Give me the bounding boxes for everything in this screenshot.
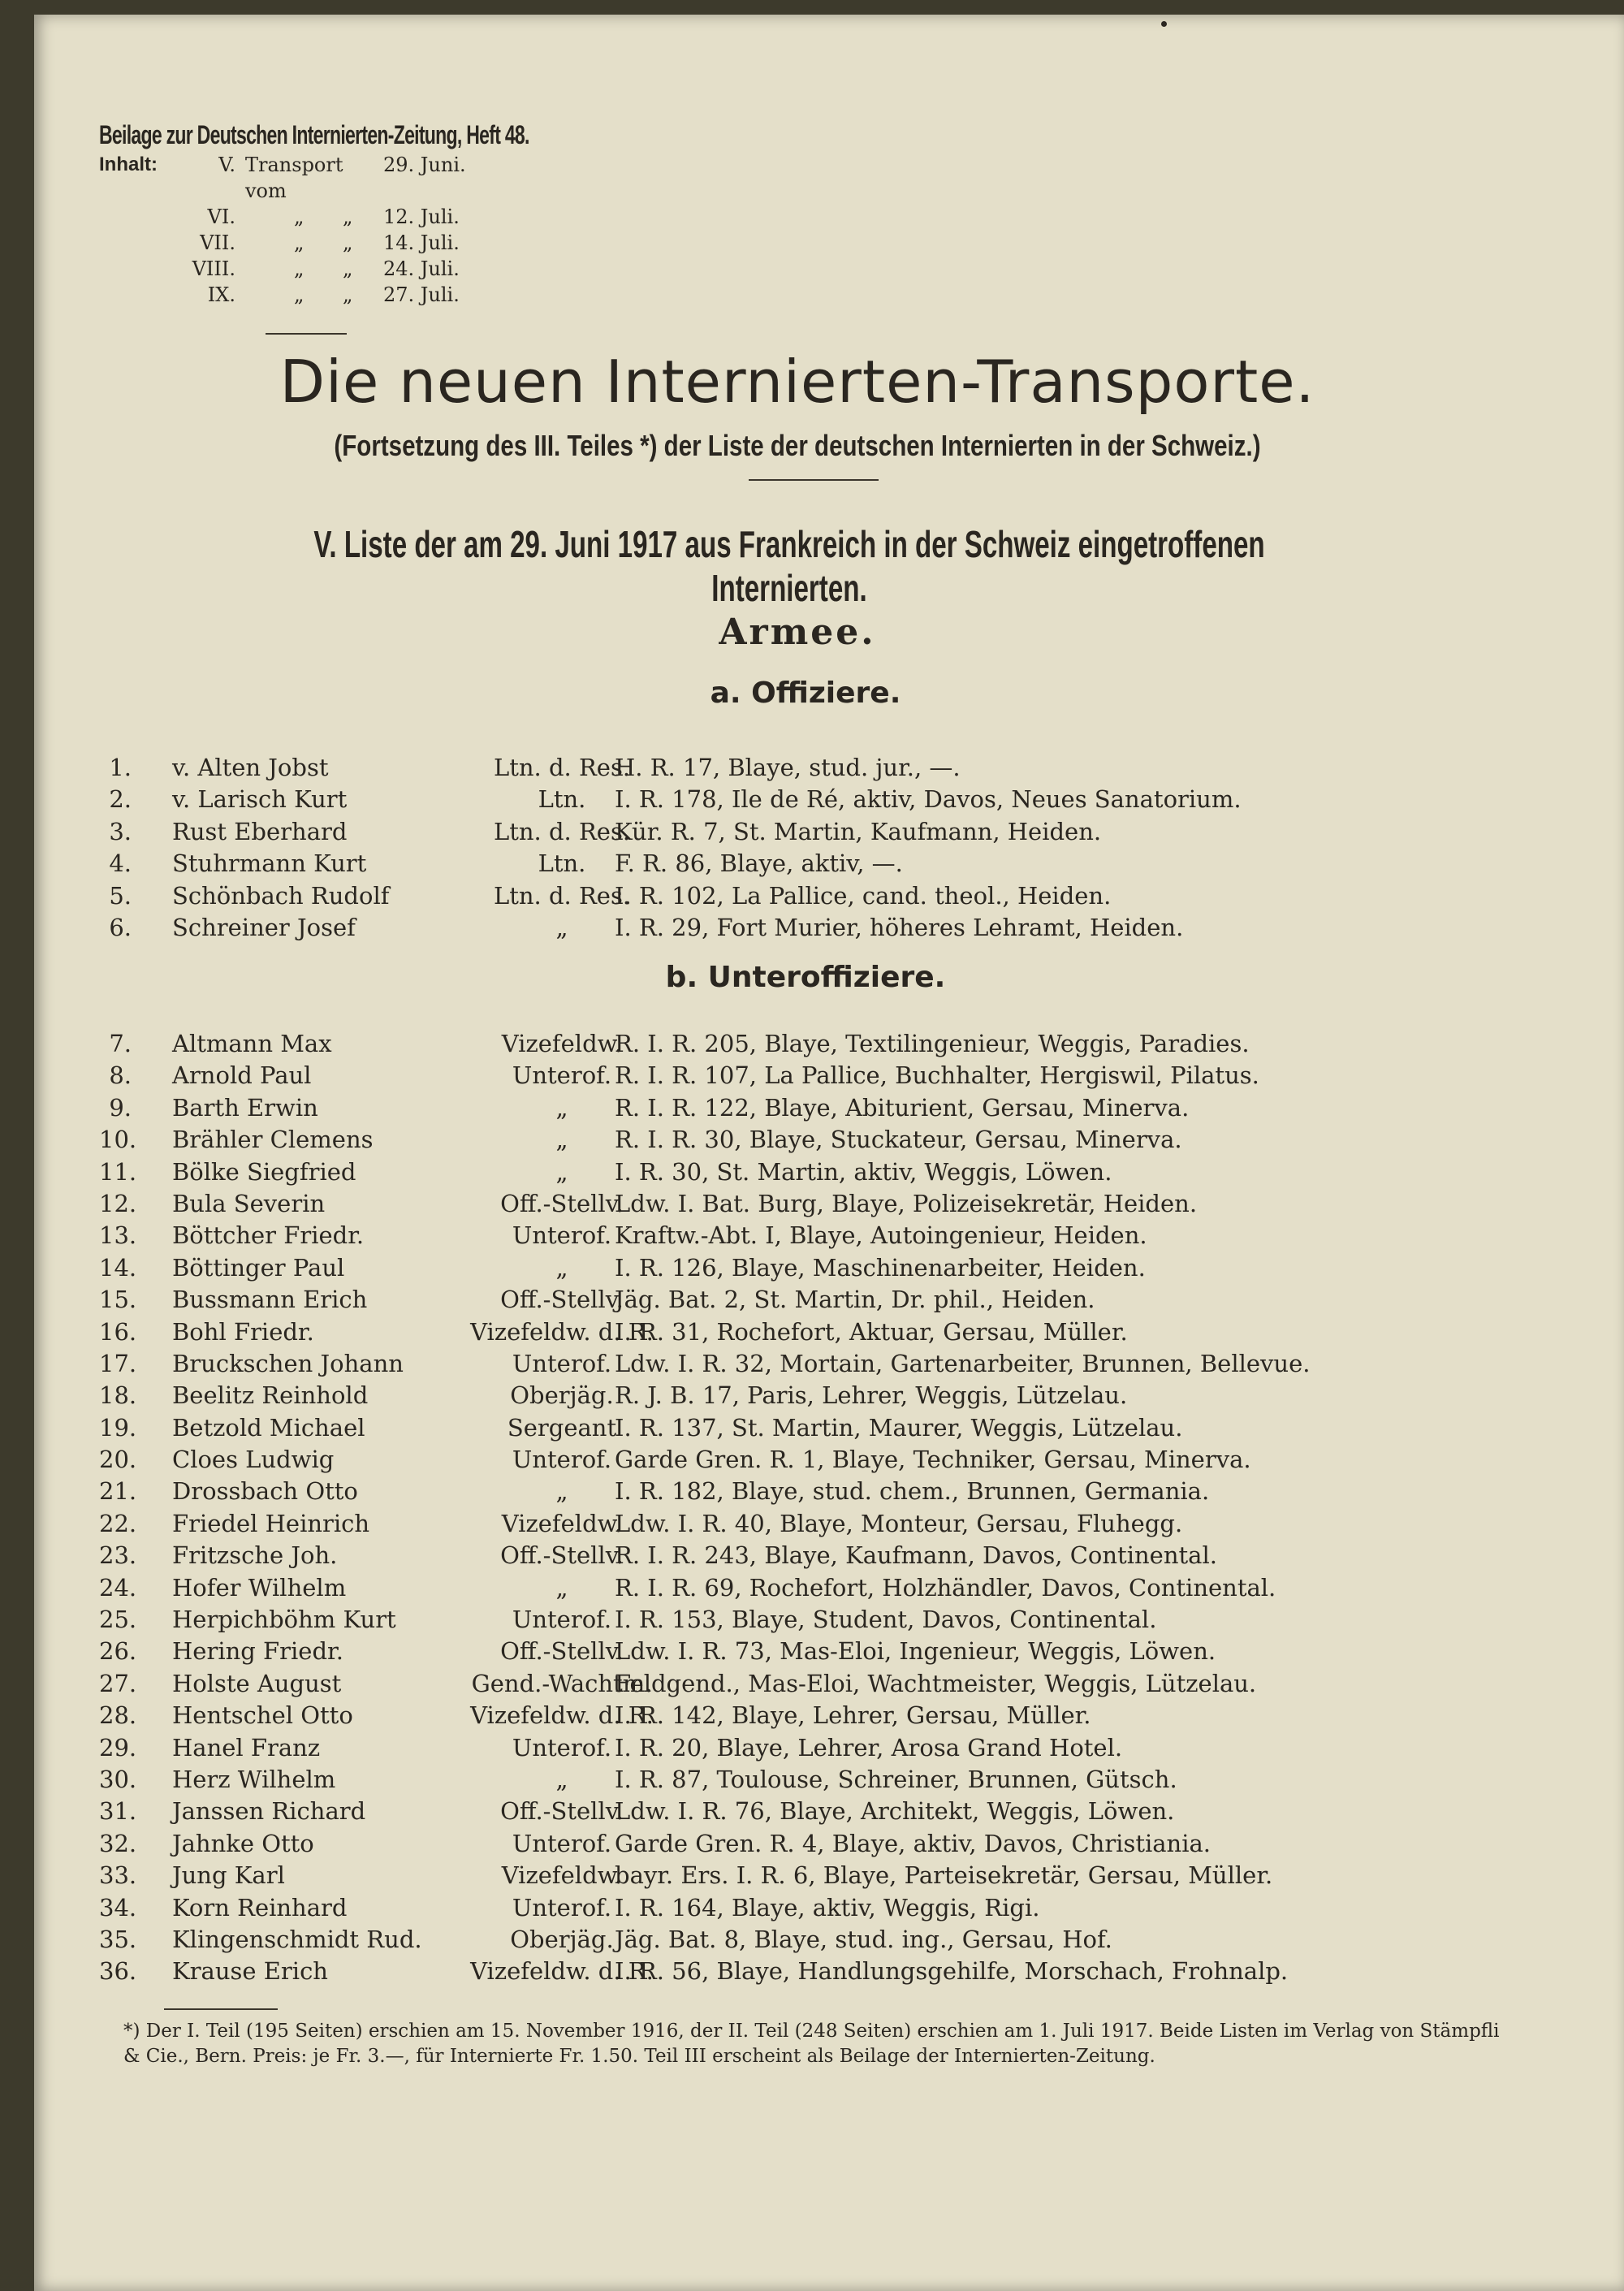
entry-number: 2. xyxy=(109,785,132,814)
entry-rank: Vizefeldw. d. R. xyxy=(470,1317,654,1346)
entry-name: Bölke Siegfried xyxy=(172,1157,356,1186)
list-row xyxy=(99,1286,1577,1317)
nco-list xyxy=(99,1030,1577,1990)
entry-rank: „ xyxy=(555,1126,568,1154)
entry-info: bayr. Ers. I. R. 6, Blaye, Parteisekretär, Gersau, Müller. xyxy=(615,1861,1273,1890)
entry-info: I. R. 56, Blaye, Handlungsgehilfe, Morschach, Frohnalp. xyxy=(615,1957,1289,1986)
entry-name: Hentschel Otto xyxy=(172,1701,353,1730)
entry-info: Ldw. I. R. 76, Blaye, Architekt, Weggis, Löwen. xyxy=(615,1797,1175,1826)
entry-number: 19. xyxy=(99,1413,137,1442)
entry-info: I. R. 102, La Pallice, cand. theol., Heiden. xyxy=(615,881,1112,910)
entry-info: I. R. 178, Ile de Ré, aktiv, Davos, Neues Sanatorium. xyxy=(615,785,1242,814)
contents-text: „ xyxy=(294,205,304,228)
entry-number: 20. xyxy=(99,1446,137,1474)
list-row xyxy=(99,1061,1577,1093)
entry-name: Barth Erwin xyxy=(172,1093,318,1122)
entry-number: 22. xyxy=(99,1509,137,1537)
entry-info: Jäg. Bat. 8, Blaye, stud. ing., Gersau, Hof. xyxy=(615,1925,1112,1953)
contents-label: Inhalt: xyxy=(99,153,158,175)
entry-number: 34. xyxy=(99,1893,137,1921)
entry-number: 7. xyxy=(109,1030,132,1057)
entry-info: Kraftw.-Abt. I, Blaye, Autoingenieur, Heiden. xyxy=(615,1221,1147,1250)
entry-info: R. I. R. 30, Blaye, Stuckateur, Gersau, Minerva. xyxy=(615,1126,1182,1154)
entry-number: 17. xyxy=(99,1349,137,1377)
entry-rank: Gend.-Wachtm. xyxy=(471,1669,653,1697)
list-row xyxy=(99,882,1577,914)
list-row xyxy=(99,1190,1577,1221)
section-heading-officers: a. Offiziere. xyxy=(710,676,901,710)
contents-text: „ xyxy=(294,257,304,280)
entry-name: Stuhrmann Kurt xyxy=(172,849,367,878)
entry-info: I. R. 126, Blaye, Maschinenarbeiter, Heiden. xyxy=(615,1253,1146,1282)
list-row xyxy=(99,1158,1577,1190)
entry-number: 32. xyxy=(99,1829,137,1857)
entry-rank: Vizefeldw. xyxy=(501,1861,623,1890)
entry-name: Herpichböhm Kurt xyxy=(172,1606,396,1634)
entry-name: Böttinger Paul xyxy=(172,1253,345,1282)
entry-number: 3. xyxy=(109,817,132,845)
entry-number: 10. xyxy=(99,1126,137,1154)
list-row xyxy=(99,1541,1577,1573)
officers-list xyxy=(99,754,1577,945)
entry-number: 4. xyxy=(109,849,132,878)
entry-info: Feldgend., Mas-Eloi, Wachtmeister, Weggis, Lützelau. xyxy=(615,1669,1257,1697)
section-heading-nco: b. Unteroffiziere. xyxy=(665,961,946,994)
entry-rank: Off.-Stellv. xyxy=(500,1637,624,1666)
entry-info: R. I. R. 122, Blaye, Abiturient, Gersau, Minerva. xyxy=(615,1093,1190,1122)
list-row xyxy=(99,1926,1577,1957)
entry-name: Cloes Ludwig xyxy=(172,1446,335,1474)
entry-number: 6. xyxy=(109,913,132,941)
entry-info: Kür. R. 7, St. Martin, Kaufmann, Heiden. xyxy=(615,817,1102,845)
list-row xyxy=(99,1446,1577,1477)
list-row xyxy=(99,1254,1577,1286)
entry-name: Jung Karl xyxy=(172,1861,285,1890)
list-row xyxy=(99,785,1577,817)
entry-rank: Unterof. xyxy=(512,1349,612,1377)
contents-roman: VI. xyxy=(207,205,235,228)
contents-text: „ xyxy=(294,283,304,306)
entry-name: Bohl Friedr. xyxy=(172,1317,314,1346)
contents-date: 27. Juli. xyxy=(383,283,460,306)
list-row xyxy=(99,1797,1577,1829)
entry-name: Schreiner Josef xyxy=(172,913,356,941)
entry-name: Rust Eberhard xyxy=(172,817,348,845)
entry-rank: Ltn. xyxy=(538,849,586,878)
entry-rank: Off.-Stellv. xyxy=(500,1797,624,1826)
contents-ditto: „ xyxy=(343,231,353,254)
entry-rank: Sergeant xyxy=(507,1413,617,1442)
contents-ditto: „ xyxy=(343,205,353,228)
entry-rank: Ltn. d. Res. xyxy=(493,754,631,781)
entry-info: R. I. R. 205, Blaye, Textilingenieur, Weggis, Paradies. xyxy=(615,1030,1250,1057)
entry-number: 31. xyxy=(99,1797,137,1826)
entry-name: v. Alten Jobst xyxy=(172,754,329,781)
page-title: Die neuen Internierten-Transporte. xyxy=(279,348,1315,416)
list-row xyxy=(99,1606,1577,1637)
entry-number: 1. xyxy=(109,754,132,781)
entry-number: 26. xyxy=(99,1637,137,1666)
page-subtitle: (Fortsetzung des III. Teiles *) der Liste der deutschen Internierten in der Schweiz.) xyxy=(334,429,1261,462)
footnote: *) Der I. Teil (195 Seiten) erschien am 15. November 1916, der II. Teil (248 Seiten) erschien am 1. Juli 1917. Beide Listen im Verlag von Stämpfli & Cie., Bern. Preis: je Fr. 3.—, für Internierte Fr. 1.50. Teil III erscheint als Beilage der Internierten-Zeitung. xyxy=(123,2021,1500,2067)
entry-number: 13. xyxy=(99,1221,137,1250)
entry-name: Drossbach Otto xyxy=(172,1477,358,1506)
list-row xyxy=(99,1318,1577,1350)
entry-number: 9. xyxy=(109,1093,132,1122)
entry-number: 21. xyxy=(99,1477,137,1506)
entry-rank: Ltn. d. Res. xyxy=(493,817,631,845)
list-row xyxy=(99,1734,1577,1766)
list-row xyxy=(99,914,1577,945)
entry-name: Beelitz Reinhold xyxy=(172,1381,369,1410)
entry-number: 14. xyxy=(99,1253,137,1282)
list-title: V. Liste der am 29. Juni 1917 aus Frankreich in der Schweiz eingetroffenen Internierten. xyxy=(313,523,1265,609)
entry-name: Jahnke Otto xyxy=(172,1829,314,1857)
entry-rank: „ xyxy=(555,913,568,941)
list-row xyxy=(99,1766,1577,1797)
entry-name: Bruckschen Johann xyxy=(172,1349,404,1377)
entry-info: I. R. 20, Blaye, Lehrer, Arosa Grand Hotel. xyxy=(615,1733,1123,1761)
entry-rank: Off.-Stellv. xyxy=(500,1189,624,1217)
list-row xyxy=(99,1510,1577,1541)
entry-name: Altmann Max xyxy=(172,1030,332,1057)
divider xyxy=(749,479,879,481)
entry-name: Friedel Heinrich xyxy=(172,1509,370,1537)
contents-ditto: „ xyxy=(343,257,353,280)
contents-roman: IX. xyxy=(207,283,235,306)
entry-info: I. R. 142, Blaye, Lehrer, Gersau, Müller. xyxy=(615,1701,1091,1730)
entry-rank: „ xyxy=(555,1765,568,1793)
entry-info: I. R. 30, St. Martin, aktiv, Weggis, Löwen. xyxy=(615,1157,1112,1186)
entry-info: Garde Gren. R. 4, Blaye, aktiv, Davos, Christiania. xyxy=(615,1829,1212,1857)
entry-info: I. R. 29, Fort Murier, höheres Lehramt, Heiden. xyxy=(615,913,1184,941)
entry-number: 29. xyxy=(99,1733,137,1761)
entry-rank: Ltn. d. Res. xyxy=(493,881,631,910)
entry-name: Arnold Paul xyxy=(172,1061,312,1090)
entry-info: R. I. R. 69, Rochefort, Holzhändler, Davos, Continental. xyxy=(615,1573,1276,1602)
list-row xyxy=(99,1350,1577,1381)
entry-info: F. R. 86, Blaye, aktiv, —. xyxy=(615,849,903,878)
contents-date: 14. Juli. xyxy=(383,231,460,254)
list-row xyxy=(99,1957,1577,1989)
entry-name: Klingenschmidt Rud. xyxy=(172,1925,422,1953)
entry-rank: Off.-Stellv. xyxy=(500,1286,624,1314)
entry-info: R. J. B. 17, Paris, Lehrer, Weggis, Lützelau. xyxy=(615,1381,1128,1410)
entry-rank: Unterof. xyxy=(512,1446,612,1474)
entry-number: 28. xyxy=(99,1701,137,1730)
entry-name: Fritzsche Joh. xyxy=(172,1541,338,1570)
ink-dot xyxy=(1161,21,1167,27)
list-row xyxy=(99,1094,1577,1126)
contents-text: Transport vom xyxy=(245,153,343,202)
list-row xyxy=(99,1574,1577,1606)
entry-name: Brähler Clemens xyxy=(172,1126,374,1154)
list-row xyxy=(99,1381,1577,1413)
entry-number: 15. xyxy=(99,1286,137,1314)
list-row xyxy=(99,818,1577,849)
entry-info: Ldw. I. Bat. Burg, Blaye, Polizeisekretär, Heiden. xyxy=(615,1189,1198,1217)
contents-roman: VII. xyxy=(200,231,235,254)
entry-info: I. R. 182, Blaye, stud. chem., Brunnen, Germania. xyxy=(615,1477,1210,1506)
entry-info: Garde Gren. R. 1, Blaye, Techniker, Gersau, Minerva. xyxy=(615,1446,1251,1474)
list-row xyxy=(99,1221,1577,1253)
contents-roman: V. xyxy=(218,153,235,176)
entry-number: 5. xyxy=(109,881,132,910)
list-row xyxy=(99,754,1577,785)
list-row xyxy=(99,1477,1577,1509)
entry-name: Herz Wilhelm xyxy=(172,1765,336,1793)
entry-rank: Off.-Stellv. xyxy=(500,1541,624,1570)
armee-heading: Armee. xyxy=(719,612,876,653)
entry-number: 11. xyxy=(99,1157,137,1186)
entry-rank: Oberjäg. xyxy=(510,1925,614,1953)
list-row xyxy=(99,849,1577,881)
entry-name: Hofer Wilhelm xyxy=(172,1573,347,1602)
entry-info: Ldw. I. R. 40, Blaye, Monteur, Gersau, Fluhegg. xyxy=(615,1509,1183,1537)
list-row xyxy=(99,1670,1577,1701)
entry-name: Korn Reinhard xyxy=(172,1893,348,1921)
contents-ditto: „ xyxy=(343,283,353,306)
entry-number: 24. xyxy=(99,1573,137,1602)
entry-rank: „ xyxy=(555,1477,568,1506)
entry-rank: Oberjäg. xyxy=(510,1381,614,1410)
entry-rank: Unterof. xyxy=(512,1606,612,1634)
entry-number: 18. xyxy=(99,1381,137,1410)
entry-number: 12. xyxy=(99,1189,137,1217)
entry-number: 27. xyxy=(99,1669,137,1697)
contents-roman: VIII. xyxy=(192,257,235,280)
entry-info: R. I. R. 107, La Pallice, Buchhalter, Hergiswil, Pilatus. xyxy=(615,1061,1259,1090)
entry-number: 25. xyxy=(99,1606,137,1634)
entry-info: R. I. R. 243, Blaye, Kaufmann, Davos, Continental. xyxy=(615,1541,1217,1570)
entry-info: Ldw. I. R. 32, Mortain, Gartenarbeiter, Brunnen, Bellevue. xyxy=(615,1349,1311,1377)
list-row xyxy=(99,1830,1577,1861)
supplement-line: Beilage zur Deutschen Internierten-Zeitung, Heft 48. xyxy=(99,120,529,149)
newspaper-page xyxy=(34,15,1624,2291)
entry-rank: Vizefeldw. xyxy=(501,1509,623,1537)
entry-rank: Unterof. xyxy=(512,1061,612,1090)
contents-date: 24. Juli. xyxy=(383,257,460,280)
entry-name: Bussmann Erich xyxy=(172,1286,368,1314)
entry-name: Hanel Franz xyxy=(172,1733,321,1761)
entry-name: Betzold Michael xyxy=(172,1413,365,1442)
entry-name: Hering Friedr. xyxy=(172,1637,343,1666)
header-block xyxy=(99,120,667,308)
entry-rank: Ltn. xyxy=(538,785,586,814)
entry-name: Schönbach Rudolf xyxy=(172,881,390,910)
entry-name: Bula Severin xyxy=(172,1189,326,1217)
entry-info: I. R. 153, Blaye, Student, Davos, Continental. xyxy=(615,1606,1157,1634)
entry-name: Böttcher Friedr. xyxy=(172,1221,365,1250)
entry-rank: Vizefeldw. d. R. xyxy=(470,1957,654,1986)
entry-number: 36. xyxy=(99,1957,137,1986)
footnote-divider xyxy=(164,2008,278,2010)
list-row xyxy=(99,1894,1577,1926)
list-row xyxy=(99,1126,1577,1157)
entry-rank: „ xyxy=(555,1157,568,1186)
entry-rank: Unterof. xyxy=(512,1893,612,1921)
entry-rank: Unterof. xyxy=(512,1221,612,1250)
entry-number: 8. xyxy=(109,1061,132,1090)
entry-info: I. R. 137, St. Martin, Maurer, Weggis, Lützelau. xyxy=(615,1413,1183,1442)
entry-rank: Vizefeldw. d. R. xyxy=(470,1701,654,1730)
entry-rank: „ xyxy=(555,1253,568,1282)
entry-info: H. R. 17, Blaye, stud. jur., —. xyxy=(615,754,961,781)
entry-rank: Vizefeldw. xyxy=(501,1030,623,1057)
entry-info: I. R. 87, Toulouse, Schreiner, Brunnen, Gütsch. xyxy=(615,1765,1177,1793)
entry-info: Ldw. I. R. 73, Mas-Eloi, Ingenieur, Weggis, Löwen. xyxy=(615,1637,1216,1666)
entry-number: 23. xyxy=(99,1541,137,1570)
contents-list xyxy=(99,152,667,308)
entry-number: 33. xyxy=(99,1861,137,1890)
entry-info: I. R. 31, Rochefort, Aktuar, Gersau, Müller. xyxy=(615,1317,1128,1346)
divider xyxy=(266,333,347,335)
entry-name: Janssen Richard xyxy=(172,1797,366,1826)
entry-number: 16. xyxy=(99,1317,137,1346)
entry-rank: Unterof. xyxy=(512,1829,612,1857)
entry-rank: „ xyxy=(555,1093,568,1122)
list-row xyxy=(99,1861,1577,1893)
entry-name: Holste August xyxy=(172,1669,342,1697)
list-row xyxy=(99,1030,1577,1061)
entry-rank: „ xyxy=(555,1573,568,1602)
entry-info: I. R. 164, Blaye, aktiv, Weggis, Rigi. xyxy=(615,1893,1040,1921)
list-row xyxy=(99,1701,1577,1733)
contents-date: 29. Juni. xyxy=(383,153,466,176)
entry-rank: Unterof. xyxy=(512,1733,612,1761)
entry-info: Jäg. Bat. 2, St. Martin, Dr. phil., Heiden. xyxy=(615,1286,1095,1314)
list-row xyxy=(99,1414,1577,1446)
entry-name: v. Larisch Kurt xyxy=(172,785,348,814)
entry-number: 35. xyxy=(99,1925,137,1953)
entry-name: Krause Erich xyxy=(172,1957,328,1986)
list-row xyxy=(99,1637,1577,1669)
entry-number: 30. xyxy=(99,1765,137,1793)
contents-date: 12. Juli. xyxy=(383,205,460,228)
contents-text: „ xyxy=(294,231,304,254)
